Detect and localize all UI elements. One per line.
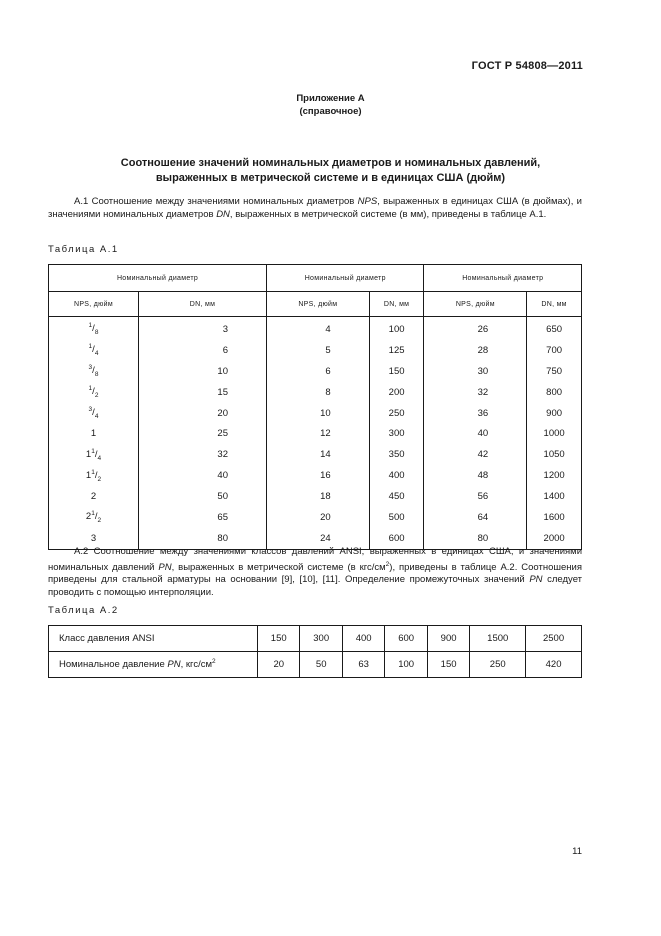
- appendix-title: Приложение А: [296, 93, 365, 104]
- table-a1-col-dn: DN, мм: [139, 292, 267, 317]
- table-a1-cell-dn3: 1400: [527, 486, 582, 507]
- table-row: [49, 465, 582, 486]
- table-a1-col-dn: DN, мм: [527, 292, 582, 317]
- table-a1-cell-nps3: 30: [424, 361, 527, 382]
- table-a1-cell-nps3: 48: [424, 465, 527, 486]
- table-a1-cell-dn3: 900: [527, 403, 582, 424]
- document-standard-number: ГОСТ Р 54808—2011: [471, 60, 583, 72]
- table-a1-cell-nps-fraction: $2^1/_2$: [49, 507, 139, 528]
- table-a1-col-nps: NPS, дюйм: [267, 292, 370, 317]
- table-a1-cell-nps2: 20: [267, 507, 370, 528]
- table-a1-cell-dn3: 1000: [527, 423, 582, 444]
- table-a1-cell-dn2: 400: [369, 465, 424, 486]
- table-a2-cell-pn: 50: [300, 652, 342, 678]
- table-a1-cell-dn1: 65: [139, 507, 267, 528]
- table-a2-cell-pn: 250: [470, 652, 526, 678]
- table-a1-cell-nps-fraction: $^1/_4$: [49, 340, 139, 361]
- table-row: [49, 361, 582, 382]
- table-a1-cell-dn1: 15: [139, 382, 267, 403]
- table-a1-cell-nps2: 6: [267, 361, 370, 382]
- table-a2-cell-ansi: 900: [427, 626, 469, 652]
- table-a2: [48, 625, 582, 678]
- table-a1-cell-dn3: 750: [527, 361, 582, 382]
- table-a1-cell-nps2: 16: [267, 465, 370, 486]
- paragraph-a2: [48, 546, 582, 600]
- table-a1-cell-dn1: 3: [139, 317, 267, 340]
- table-a1-cell-dn1: 80: [139, 528, 267, 549]
- table-a2-pn-row: [49, 652, 582, 678]
- section-title-line-1: Соотношение значений номинальных диаметров и номинальных давлений,: [120, 157, 541, 169]
- table-row: [49, 340, 582, 361]
- table-a1-col-nps: NPS, дюйм: [49, 292, 139, 317]
- page-number: 11: [572, 846, 582, 857]
- table-a1-cell-dn3: 1600: [527, 507, 582, 528]
- table-a1-cell-dn1: 25: [139, 423, 267, 444]
- table-a2-cell-ansi: 300: [300, 626, 342, 652]
- table-a1-cell-dn1: 32: [139, 444, 267, 465]
- table-a1-cell-dn1: 10: [139, 361, 267, 382]
- table-row: [49, 317, 582, 340]
- table-a2-cell-ansi: 1500: [470, 626, 526, 652]
- table-a2-ansi-row: [49, 626, 582, 652]
- table-a1-cell-dn3: 1050: [527, 444, 582, 465]
- table-a1-cell-nps3: 56: [424, 486, 527, 507]
- table-a1-cell-nps-fraction: 2: [49, 486, 139, 507]
- table-a1-cell-nps-fraction: $^3/_8$: [49, 361, 139, 382]
- table-a2-cell-pn: 63: [342, 652, 384, 678]
- table-a1: [48, 264, 582, 550]
- section-title: [60, 156, 601, 186]
- table-a1-cell-nps2: 4: [267, 317, 370, 340]
- table-a1-cell-dn3: 700: [527, 340, 582, 361]
- table-a1-cell-nps2: 10: [267, 403, 370, 424]
- table-a1-cell-nps-fraction: $^1/_8$: [49, 317, 139, 340]
- table-a1-column-header-row: [49, 292, 582, 317]
- table-a1-cell-nps-fraction: 1: [49, 423, 139, 444]
- table-a1-cell-nps2: 14: [267, 444, 370, 465]
- table-a1-cell-nps-fraction: $1^1/_4$: [49, 444, 139, 465]
- table-row: [49, 507, 582, 528]
- table-a1-cell-dn3: 1200: [527, 465, 582, 486]
- table-a1-cell-dn2: 100: [369, 317, 424, 340]
- table-a1-cell-dn1: 20: [139, 403, 267, 424]
- table-a1-cell-dn2: 250: [369, 403, 424, 424]
- table-a1-cell-nps3: 28: [424, 340, 527, 361]
- table-a1-group-header: Номинальный диаметр: [49, 265, 267, 292]
- table-a1-cell-dn2: 500: [369, 507, 424, 528]
- table-a1-body: [49, 317, 582, 550]
- table-a1-cell-dn2: 300: [369, 423, 424, 444]
- table-a2-cell-ansi: 600: [385, 626, 427, 652]
- table-row: [49, 382, 582, 403]
- paragraph-a1: [48, 196, 582, 221]
- table-a1-cell-nps3: 64: [424, 507, 527, 528]
- table-a1-group-header: Номинальный диаметр: [424, 265, 582, 292]
- table-a1-cell-dn2: 200: [369, 382, 424, 403]
- table-a1-group-header-row: [49, 265, 582, 292]
- table-a1-cell-nps-fraction: 3: [49, 528, 139, 549]
- table-a2-cell-pn: 420: [526, 652, 582, 678]
- table-a1-cell-nps2: 5: [267, 340, 370, 361]
- table-a1-cell-dn2: 150: [369, 361, 424, 382]
- table-row: [49, 423, 582, 444]
- table-a1-cell-nps2: 8: [267, 382, 370, 403]
- table-a1-cell-dn2: 450: [369, 486, 424, 507]
- section-title-line-2: выраженных в метрической системе и в единицах США (дюйм): [155, 172, 506, 184]
- table-a1-cell-dn2: 125: [369, 340, 424, 361]
- table-a1-cell-nps-fraction: $^3/_4$: [49, 403, 139, 424]
- table-a2-caption: Таблица А.2: [48, 605, 119, 616]
- table-a1-cell-dn2: 600: [369, 528, 424, 549]
- table-a2-cell-ansi: 150: [258, 626, 300, 652]
- table-a1-cell-dn1: 50: [139, 486, 267, 507]
- table-a1-cell-nps3: 26: [424, 317, 527, 340]
- table-a2-cell-pn: 150: [427, 652, 469, 678]
- table-a1-cell-nps3: 40: [424, 423, 527, 444]
- table-a1-cell-nps3: 32: [424, 382, 527, 403]
- table-a1-cell-nps2: 18: [267, 486, 370, 507]
- table-a1-cell-dn3: 2000: [527, 528, 582, 549]
- table-a1-col-dn: DN, мм: [369, 292, 424, 317]
- table-a1-cell-dn1: 40: [139, 465, 267, 486]
- table-row: [49, 444, 582, 465]
- table-a2-cell-ansi: 2500: [526, 626, 582, 652]
- table-a2-cell-ansi: 400: [342, 626, 384, 652]
- table-a1-cell-dn3: 650: [527, 317, 582, 340]
- table-a1-cell-nps-fraction: $1^1/_2$: [49, 465, 139, 486]
- table-a1-cell-dn2: 350: [369, 444, 424, 465]
- table-a2-ansi-label: Класс давления ANSI: [49, 626, 258, 652]
- table-a1-cell-nps3: 42: [424, 444, 527, 465]
- table-a1-cell-nps-fraction: $^1/_2$: [49, 382, 139, 403]
- table-a1-caption: Таблица А.1: [48, 244, 119, 255]
- table-a2-cell-pn: 20: [258, 652, 300, 678]
- table-a1-cell-dn1: 6: [139, 340, 267, 361]
- table-a1-cell-dn3: 800: [527, 382, 582, 403]
- table-a2-cell-pn: 100: [385, 652, 427, 678]
- table-row: [49, 486, 582, 507]
- paragraph-a1-text: А.1 Соотношение между значениями номинальных диаметров NPS, выраженных в единицах США (в дюймах), и значениями номинальных диаметров DN, выраженных в метрической системе (в мм), приведены в таблице А.1.: [48, 196, 582, 220]
- table-a1-group-header: Номинальный диаметр: [267, 265, 424, 292]
- paragraph-a2-text: А.2 Соотношение между значениями классов давлений ANSI, выраженных в единицах США, и значениями номинальных давлений PN, выраженных в метрической системе (в кгс/$см^2$), приведены в таблице А.2. Соотношения приведены для стальной арматуры на основании [9], [10], [11]. Определение промежуточных значений PN следует проводить с помощью интерполяции.: [48, 546, 583, 598]
- table-a1-col-nps: NPS, дюйм: [424, 292, 527, 317]
- table-a2-pn-label: Номинальное давление PN, кгс/$см^2$: [49, 652, 258, 678]
- table-a1-cell-nps2: 24: [267, 528, 370, 549]
- table-row: [49, 403, 582, 424]
- table-a1-cell-nps3: 80: [424, 528, 527, 549]
- appendix-note: (справочное): [299, 106, 362, 117]
- table-a1-cell-nps2: 12: [267, 423, 370, 444]
- table-a1-cell-nps3: 36: [424, 403, 527, 424]
